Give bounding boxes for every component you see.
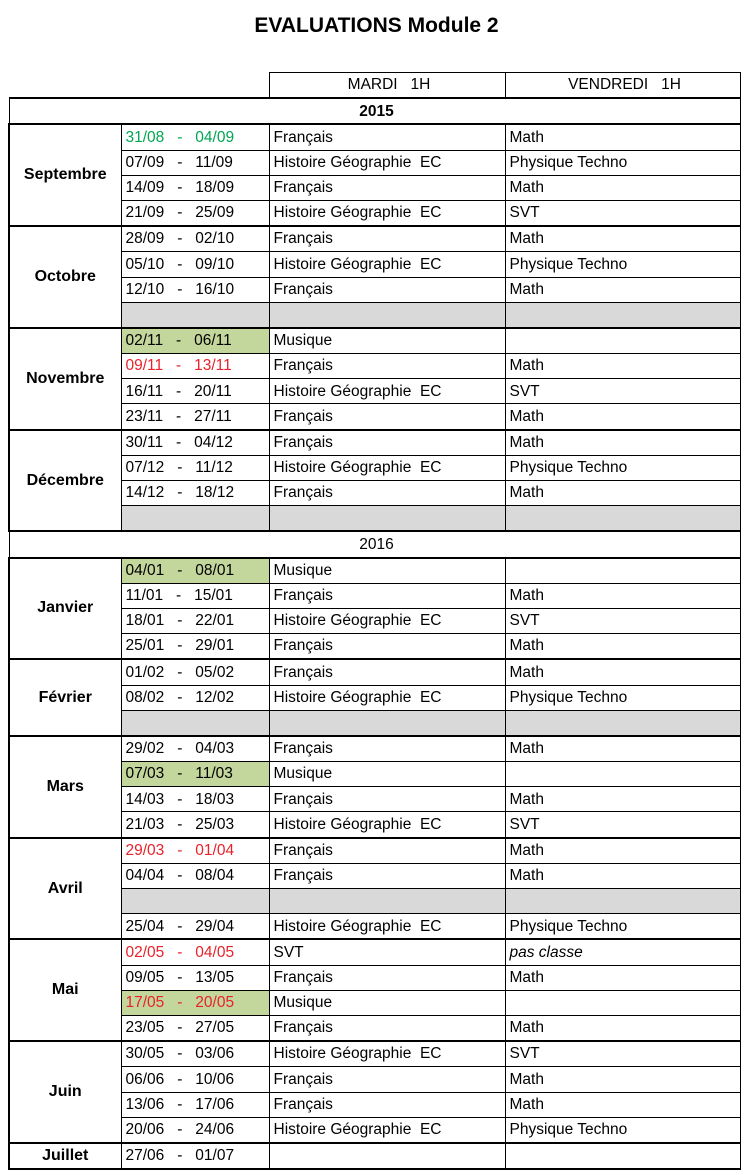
week-range: 01/02 - 05/02: [121, 659, 269, 685]
week-row: [9, 736, 740, 762]
vendredi-subject: Physique Techno: [505, 455, 740, 480]
month-label: Janvier: [9, 558, 121, 660]
week-range: 18/01 - 22/01: [121, 608, 269, 633]
vendredi-subject: Math: [505, 1092, 740, 1117]
week-range: 29/02 - 04/03: [121, 736, 269, 762]
mardi-subject: Français: [269, 430, 505, 456]
week-range: 14/09 - 18/09: [121, 175, 269, 200]
week-range: [121, 889, 269, 914]
year-label: 2016: [9, 531, 740, 557]
column-header-row: [9, 73, 740, 99]
mardi-subject: Français: [269, 965, 505, 990]
week-range: 31/08 - 04/09: [121, 124, 269, 150]
week-range: 05/10 - 09/10: [121, 252, 269, 277]
vendredi-subject: Math: [505, 583, 740, 608]
week-range: 07/03 - 11/03: [121, 762, 269, 787]
mardi-subject: Français: [269, 1067, 505, 1092]
mardi-subject: Histoire Géographie EC: [269, 914, 505, 940]
mardi-subject: Musique: [269, 558, 505, 584]
week-row: [9, 1041, 740, 1067]
vendredi-subject: SVT: [505, 1041, 740, 1067]
column-header-mardi: MARDI 1H: [269, 73, 505, 99]
month-label: Avril: [9, 838, 121, 940]
week-row: [9, 558, 740, 584]
mardi-subject: Français: [269, 736, 505, 762]
week-range: 09/11 - 13/11: [121, 354, 269, 379]
week-range: 07/12 - 11/12: [121, 455, 269, 480]
week-range: 30/11 - 04/12: [121, 430, 269, 456]
mardi-subject: Histoire Géographie EC: [269, 200, 505, 226]
week-range: 06/06 - 10/06: [121, 1067, 269, 1092]
mardi-subject: Français: [269, 226, 505, 252]
mardi-subject: Histoire Géographie EC: [269, 150, 505, 175]
vendredi-subject: Physique Techno: [505, 914, 740, 940]
week-range: [121, 302, 269, 328]
vendredi-subject: Math: [505, 838, 740, 864]
week-range: 11/01 - 15/01: [121, 583, 269, 608]
header-spacer: [9, 73, 269, 99]
vendredi-subject: Math: [505, 863, 740, 888]
vendredi-subject: [505, 328, 740, 354]
week-range: 23/11 - 27/11: [121, 404, 269, 430]
week-row: [9, 659, 740, 685]
week-range: 07/09 - 11/09: [121, 150, 269, 175]
mardi-subject: SVT: [269, 939, 505, 965]
vendredi-subject: Math: [505, 277, 740, 302]
year-row: [9, 531, 740, 557]
month-label: Mars: [9, 736, 121, 838]
mardi-subject: Français: [269, 787, 505, 812]
month-label: Décembre: [9, 430, 121, 532]
vendredi-subject: Physique Techno: [505, 150, 740, 175]
vendredi-subject: [505, 710, 740, 736]
mardi-subject: Musique: [269, 328, 505, 354]
week-row: [9, 1143, 740, 1169]
vendredi-subject: Math: [505, 175, 740, 200]
mardi-subject: Histoire Géographie EC: [269, 608, 505, 633]
mardi-subject: Musique: [269, 762, 505, 787]
mardi-subject: Histoire Géographie EC: [269, 1041, 505, 1067]
vendredi-subject: SVT: [505, 379, 740, 404]
vendredi-subject: Physique Techno: [505, 252, 740, 277]
vendredi-subject: Math: [505, 634, 740, 660]
week-range: 04/01 - 08/01: [121, 558, 269, 584]
mardi-subject: Histoire Géographie EC: [269, 252, 505, 277]
week-range: 20/06 - 24/06: [121, 1117, 269, 1143]
week-range: [121, 710, 269, 736]
mardi-subject: Français: [269, 583, 505, 608]
mardi-subject: [269, 710, 505, 736]
week-range: 08/02 - 12/02: [121, 685, 269, 710]
mardi-subject: Français: [269, 838, 505, 864]
week-range: 29/03 - 01/04: [121, 838, 269, 864]
mardi-subject: Musique: [269, 990, 505, 1015]
mardi-subject: Français: [269, 404, 505, 430]
vendredi-subject: Math: [505, 659, 740, 685]
vendredi-subject: [505, 1143, 740, 1169]
week-range: 25/01 - 29/01: [121, 634, 269, 660]
month-label: Juillet: [9, 1143, 121, 1169]
week-range: 02/05 - 04/05: [121, 939, 269, 965]
mardi-subject: [269, 302, 505, 328]
vendredi-subject: Physique Techno: [505, 1117, 740, 1143]
vendredi-subject: Math: [505, 430, 740, 456]
week-range: [121, 506, 269, 532]
week-row: [9, 226, 740, 252]
vendredi-subject: Math: [505, 226, 740, 252]
mardi-subject: Français: [269, 863, 505, 888]
column-header-vendredi: VENDREDI 1H: [505, 73, 740, 99]
schedule-table: [8, 72, 741, 1170]
mardi-subject: Histoire Géographie EC: [269, 812, 505, 838]
year-label: 2015: [9, 98, 740, 124]
week-range: 30/05 - 03/06: [121, 1041, 269, 1067]
week-range: 28/09 - 02/10: [121, 226, 269, 252]
week-row: [9, 124, 740, 150]
mardi-subject: Français: [269, 659, 505, 685]
week-row: [9, 328, 740, 354]
mardi-subject: Français: [269, 277, 505, 302]
mardi-subject: Français: [269, 354, 505, 379]
vendredi-subject: SVT: [505, 200, 740, 226]
week-range: 02/11 - 06/11: [121, 328, 269, 354]
month-label: Juin: [9, 1041, 121, 1143]
month-label: Octobre: [9, 226, 121, 328]
vendredi-subject: Math: [505, 404, 740, 430]
vendredi-subject: Math: [505, 1015, 740, 1041]
week-range: 21/09 - 25/09: [121, 200, 269, 226]
mardi-subject: Français: [269, 481, 505, 506]
vendredi-subject: SVT: [505, 608, 740, 633]
page-title: EVALUATIONS Module 2: [254, 14, 499, 37]
vendredi-subject: Math: [505, 124, 740, 150]
month-label: Septembre: [9, 124, 121, 226]
vendredi-subject: Physique Techno: [505, 685, 740, 710]
week-range: 21/03 - 25/03: [121, 812, 269, 838]
mardi-subject: Histoire Géographie EC: [269, 455, 505, 480]
vendredi-subject: Math: [505, 354, 740, 379]
vendredi-subject: [505, 889, 740, 914]
month-label: Mai: [9, 939, 121, 1041]
vendredi-subject: pas classe: [505, 939, 740, 965]
vendredi-subject: Math: [505, 736, 740, 762]
mardi-subject: Français: [269, 1015, 505, 1041]
week-row: [9, 430, 740, 456]
week-range: 17/05 - 20/05: [121, 990, 269, 1015]
week-range: 13/06 - 17/06: [121, 1092, 269, 1117]
week-row: [9, 838, 740, 864]
week-range: 04/04 - 08/04: [121, 863, 269, 888]
year-row: [9, 98, 740, 124]
vendredi-subject: [505, 558, 740, 584]
mardi-subject: [269, 889, 505, 914]
vendredi-subject: [505, 506, 740, 532]
vendredi-subject: Math: [505, 965, 740, 990]
week-range: 09/05 - 13/05: [121, 965, 269, 990]
mardi-subject: Histoire Géographie EC: [269, 379, 505, 404]
month-label: Février: [9, 659, 121, 736]
mardi-subject: Français: [269, 124, 505, 150]
week-range: 14/12 - 18/12: [121, 481, 269, 506]
vendredi-subject: [505, 302, 740, 328]
mardi-subject: Français: [269, 175, 505, 200]
week-range: 16/11 - 20/11: [121, 379, 269, 404]
week-range: 23/05 - 27/05: [121, 1015, 269, 1041]
week-row: [9, 939, 740, 965]
vendredi-subject: Math: [505, 787, 740, 812]
week-range: 14/03 - 18/03: [121, 787, 269, 812]
mardi-subject: Histoire Géographie EC: [269, 1117, 505, 1143]
mardi-subject: Histoire Géographie EC: [269, 685, 505, 710]
vendredi-subject: [505, 762, 740, 787]
vendredi-subject: Math: [505, 1067, 740, 1092]
week-range: 12/10 - 16/10: [121, 277, 269, 302]
mardi-subject: Français: [269, 1092, 505, 1117]
mardi-subject: Français: [269, 634, 505, 660]
vendredi-subject: SVT: [505, 812, 740, 838]
month-label: Novembre: [9, 328, 121, 430]
mardi-subject: [269, 1143, 505, 1169]
mardi-subject: [269, 506, 505, 532]
week-range: 25/04 - 29/04: [121, 914, 269, 940]
week-range: 27/06 - 01/07: [121, 1143, 269, 1169]
vendredi-subject: [505, 990, 740, 1015]
vendredi-subject: Math: [505, 481, 740, 506]
